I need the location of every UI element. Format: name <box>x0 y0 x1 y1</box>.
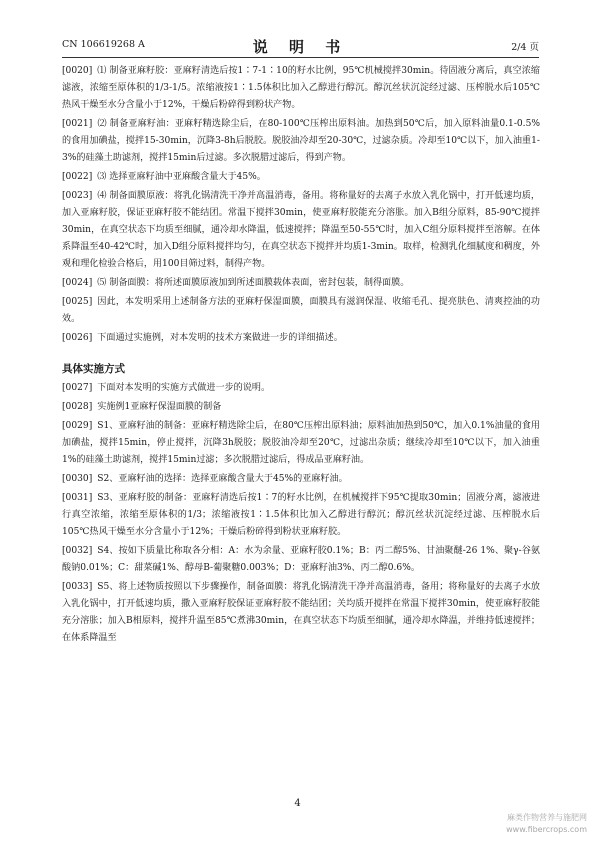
paragraph-text: ⑷ 制备面膜原液：将乳化锅清洗干净并高温消毒，备用。将称量好的去离子水放入乳化锅中，打开低速均质，加入亚麻籽胶，保证亚麻籽胶不能结团。常温下搅拌30min，使亚麻籽胶能充分溶胀。加入B组分原料，85-90℃搅拌30min，在真空状态下均质至细腻，通冷却水降温，低速搅拌；降温至50-55℃时，加入C组分原料搅拌至溶解。在体系降温至40-42℃时，加入D组分原料搅拌均匀，在真空状态下搅拌并均质1-3min。取样，检测乳化细腻度和稠度，外观和理化检验合格后，用100目筛过料，制得产物。 <box>62 191 540 269</box>
paragraph-number: [0027] <box>62 383 93 393</box>
page-indicator: 2/4 页 <box>511 42 539 53</box>
paragraph <box>62 169 540 186</box>
paragraph <box>62 490 540 541</box>
paragraph <box>62 294 540 328</box>
paragraph <box>62 330 540 347</box>
paragraph-text: 实施例1亚麻籽保湿面膜的制备 <box>97 402 222 412</box>
paragraph-number: [0025] <box>62 297 93 307</box>
document-number: CN 106619268 A <box>62 39 145 50</box>
paragraph <box>62 63 540 114</box>
paragraph-number: [0031] <box>62 493 93 503</box>
description-paragraphs <box>62 63 540 347</box>
paragraph-number: [0021] <box>62 119 93 129</box>
paragraph <box>62 380 540 397</box>
paragraph <box>62 543 540 577</box>
paragraph-text: 因此，本发明采用上述制备方法的亚麻籽保湿面膜，面膜具有滋润保湿、收缩毛孔、提亮肤色、清爽控油的功效。 <box>62 297 540 324</box>
paragraph-number: [0030] <box>62 474 93 484</box>
paragraph <box>62 188 540 273</box>
paragraph-number: [0032] <box>62 546 93 556</box>
paragraph-number: [0028] <box>62 402 93 412</box>
header-divider <box>62 57 539 58</box>
section-heading: 具体实施方式 <box>62 363 125 375</box>
paragraph <box>62 471 540 488</box>
paragraph-text: S5、将上述物质按照以下步骤操作，制备面膜：将乳化锅清洗干净并高温消毒，备用；将称量好的去离子水放入乳化锅中，打开低速均质，撒入亚麻籽胶保证亚麻籽胶不能结团；关均质开搅拌在常温下搅拌30min，使亚麻籽胶能充分溶胀；加入B相原料，搅拌升温至85℃煮沸30min，在真空状态下均质至细腻，通冷却水降温，并维持低速搅拌；在体系降温至 <box>62 582 540 643</box>
page-number: 4 <box>294 798 301 809</box>
watermark-url: www.fibercrops.com <box>506 825 587 834</box>
paragraph-number: [0026] <box>62 333 93 343</box>
paragraph <box>62 399 540 416</box>
paragraph-text: S2、亚麻籽油的选择：选择亚麻酸含量大于45%的亚麻籽油。 <box>97 474 348 484</box>
paragraph-number: [0020] <box>62 66 93 76</box>
paragraph-number: [0023] <box>62 191 93 201</box>
paragraph-text: ⑶ 选择亚麻籽油中亚麻酸含量大于45%。 <box>97 172 266 182</box>
paragraph-text: ⑴ 制备亚麻籽胶：亚麻籽清选后按1∶7-1∶10的籽水比例，95℃机械搅拌30min。待固液分离后，真空浓缩滤液，浓缩至原体积的1/3-1/5。浓缩液按1∶1.5体积比加入乙醇进行醇沉。醇沉丝状沉淀经过滤、压榨脱水后105℃热风干燥至水分含量小于12%，干燥后粉碎得到粉状产物。 <box>62 66 540 110</box>
watermark-title: 麻类作物营养与施肥网 <box>507 813 587 822</box>
paragraph <box>62 579 540 647</box>
paragraph-number: [0029] <box>62 421 93 431</box>
paragraph-number: [0033] <box>62 582 93 592</box>
paragraph <box>62 116 540 167</box>
paragraph-text: S3、亚麻籽胶的制备：亚麻籽清选后按1∶7的籽水比例，在机械搅拌下95℃提取30min；固液分离，滤液进行真空浓缩，浓缩至原体积的1/3；浓缩液按1∶1.5体积比加入乙醇进行醇沉；醇沉丝状沉淀经过滤、压榨脱水后105℃热风干燥至水分含量小于12%；干燥后粉碎得到粉状亚麻籽胶。 <box>62 493 540 537</box>
paragraph-number: [0024] <box>62 278 93 288</box>
paragraph-number: [0022] <box>62 172 93 182</box>
embodiment-paragraphs <box>62 380 540 647</box>
paragraph-text: S4、按如下质量比称取各分相：A：水为余量、亚麻籽胶0.1%；B：丙二醇5%、甘油聚醚-26 1%、聚γ-谷氨酸钠0.01%；C：甜菜碱1%、醇母B-葡聚糖0.003%；D：亚麻籽油3%、丙二醇0.6%。 <box>62 546 540 573</box>
document-title: 说 明 书 <box>252 38 349 56</box>
paragraph-text: S1、亚麻籽油的制备：亚麻籽精选除尘后，在80℃压榨出原料油；原料油加热到50℃，加入0.1%油量的食用加碘盐，搅拌15min，停止搅拌，沉降3h脱胶；脱胶油冷却至20℃，过滤出杂质；继续冷却至10℃以下，加入油重1%的硅藻土助滤剂，搅拌15min过滤；多次脱腊过滤后，得成品亚麻籽油。 <box>62 421 540 465</box>
paragraph-text: ⑸ 制备面膜：将所述面膜原液加到所述面膜载体表面，密封包装，制得面膜。 <box>97 278 410 288</box>
paragraph <box>62 275 540 292</box>
paragraph-text: 下面通过实施例，对本发明的技术方案做进一步的详细描述。 <box>97 333 343 343</box>
page-header <box>62 36 539 54</box>
document-body <box>62 63 540 647</box>
paragraph-text: 下面对本发明的实施方式做进一步的说明。 <box>97 383 271 393</box>
paragraph-text: ⑵ 制备亚麻籽油：亚麻籽精选除尘后，在80-100℃压榨出原料油。加热到50℃后，加入原料油量0.1-0.5%的食用加碘盐，搅拌15-30min，沉降3-8h后脱胶。脱胶油冷却至20-30℃，过滤杂质。冷却至10℃以下，加入油重1-3%的硅藻土助滤剂，搅拌15min后过滤。多次脱腊过滤后，得到产物。 <box>62 119 540 163</box>
watermark <box>506 812 587 836</box>
paragraph <box>62 418 540 469</box>
